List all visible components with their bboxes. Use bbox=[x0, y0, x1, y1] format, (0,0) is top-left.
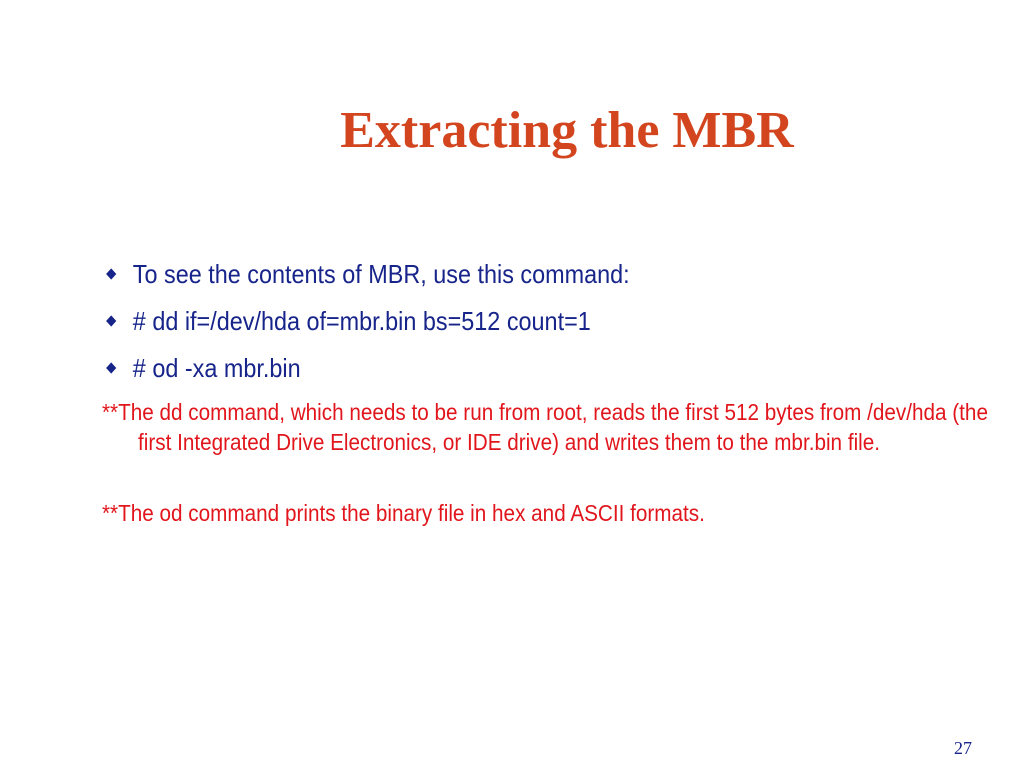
diamond-bullet-icon bbox=[106, 315, 116, 326]
diamond-bullet-icon bbox=[106, 268, 116, 279]
bullet-item bbox=[104, 256, 630, 292]
note-dd-command: **The dd command, which needs to be run from root, reads the first 512 bytes from /dev/hda (the first Integrated Drive Electronics, or IDE drive) and writes them to the mbr.bin file. bbox=[102, 399, 988, 455]
page-number: 27 bbox=[954, 738, 972, 758]
bullet-text: To see the contents of MBR, use this command: bbox=[132, 258, 630, 289]
bullet-item bbox=[104, 303, 591, 339]
bullet-text: # od -xa mbr.bin bbox=[132, 352, 301, 383]
bullet-text: # dd if=/dev/hda of=mbr.bin bs=512 count=1 bbox=[132, 305, 591, 336]
diamond-bullet-icon bbox=[106, 362, 116, 373]
bullet-item bbox=[104, 350, 301, 386]
slide-title: Extracting the MBR bbox=[340, 102, 794, 159]
note-od-command: **The od command prints the binary file in hex and ASCII formats. bbox=[102, 500, 705, 526]
